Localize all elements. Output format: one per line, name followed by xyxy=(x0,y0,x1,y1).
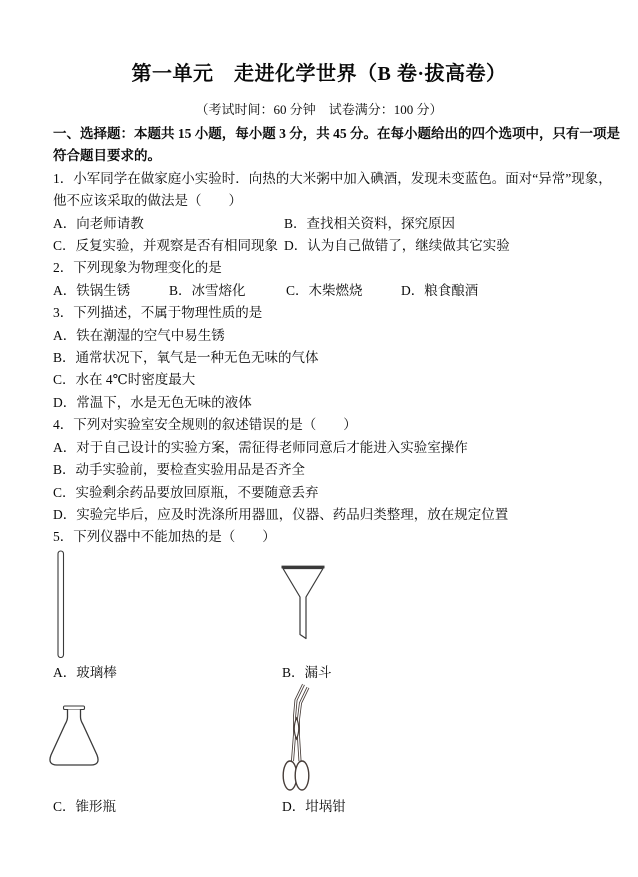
option-text: 实验完毕后，应及时洗涤所用器皿，仪器、药品归类整理，放在规定位置 xyxy=(76,506,509,522)
crucible-tongs-figure xyxy=(281,683,311,795)
option-label: A． xyxy=(53,439,77,455)
question-2-stem xyxy=(53,257,620,279)
option-label: A． xyxy=(53,664,77,680)
question-number: 2． xyxy=(53,260,74,276)
option-label: B． xyxy=(282,664,305,680)
option-label: D． xyxy=(284,238,308,254)
funnel-figure xyxy=(281,565,325,641)
option-c xyxy=(53,369,620,391)
option-label: A． xyxy=(53,215,77,231)
question-1-stem xyxy=(53,168,620,213)
question-text: 下列对实验室安全规则的叙述错误的是（ ） xyxy=(73,417,357,433)
option-label: C． xyxy=(53,238,76,254)
option-label: C． xyxy=(53,798,76,814)
option-label: C． xyxy=(53,484,76,500)
option-label: C． xyxy=(286,282,309,298)
option-label: B． xyxy=(284,215,307,231)
conical-flask-icon xyxy=(44,705,104,769)
option-b xyxy=(53,459,620,481)
option-b xyxy=(169,280,286,302)
option-b xyxy=(53,347,620,369)
question-5-figures xyxy=(53,549,620,821)
option-label: B． xyxy=(53,462,76,478)
section-heading: 一、选择题：本题共 15 小题，每小题 3 分，共 45 分。在每小题给出的四个选项中，只有一项是符合题目要求的。 xyxy=(53,126,620,164)
option-text: 铁锅生锈 xyxy=(76,282,131,298)
option-d xyxy=(282,796,346,818)
option-label: C． xyxy=(53,372,76,388)
option-c xyxy=(53,796,116,818)
question-3-stem xyxy=(53,302,620,324)
option-c xyxy=(53,235,284,257)
option-text: 认为自己做错了，继续做其它实验 xyxy=(307,238,510,254)
question-1-options xyxy=(53,213,620,258)
question-number: 5． xyxy=(53,529,74,545)
crucible-tongs-icon xyxy=(281,683,311,795)
option-label: B． xyxy=(53,350,76,366)
option-a xyxy=(53,325,620,347)
conical-flask-figure xyxy=(44,705,104,769)
option-label: D． xyxy=(282,798,306,814)
question-number: 3． xyxy=(53,305,74,321)
question-text: 小军同学在做家庭小实验时．向热的大米粥中加入碘酒，发现未变蓝色。面对“异常”现象，他不应该采取的做法是（ ） xyxy=(53,170,612,209)
question-4-stem xyxy=(53,414,620,436)
option-d xyxy=(53,504,620,526)
option-text: 冰雪熔化 xyxy=(191,282,246,298)
option-label: D． xyxy=(53,506,77,522)
option-d xyxy=(284,235,620,257)
option-text: 铁在潮湿的空气中易生锈 xyxy=(76,327,225,343)
option-a xyxy=(53,280,169,302)
option-label: B． xyxy=(169,282,192,298)
question-text: 下列描述，不属于物理性质的是 xyxy=(73,305,263,321)
question-number: 1． xyxy=(53,170,74,186)
question-text: 下列仪器中不能加热的是（ ） xyxy=(73,529,276,545)
option-text: 坩埚钳 xyxy=(305,798,346,814)
option-a xyxy=(53,662,117,684)
option-text: 玻璃棒 xyxy=(76,664,117,680)
option-a xyxy=(53,213,284,235)
option-text: 木柴燃烧 xyxy=(308,282,363,298)
option-b xyxy=(284,213,620,235)
option-text: 通常状况下，氧气是一种无色无味的气体 xyxy=(75,350,319,366)
question-5-stem xyxy=(53,526,620,548)
option-text: 向老师请教 xyxy=(76,215,144,231)
option-text: 对于自己设计的实验方案，需征得老师同意后才能进入实验室操作 xyxy=(76,439,468,455)
glass-rod-figure xyxy=(57,550,65,659)
glass-rod-icon xyxy=(57,550,65,659)
option-label: A． xyxy=(53,327,77,343)
question-number: 4． xyxy=(53,417,74,433)
option-c xyxy=(53,482,620,504)
option-c xyxy=(286,280,401,302)
question-text: 下列现象为物理变化的是 xyxy=(73,260,222,276)
option-label: A． xyxy=(53,282,77,298)
option-a xyxy=(53,437,620,459)
option-text: 水在 4℃时密度最大 xyxy=(75,372,196,388)
funnel-icon xyxy=(281,565,325,641)
option-text: 常温下，水是无色无味的液体 xyxy=(76,394,252,410)
option-text: 锥形瓶 xyxy=(75,798,117,814)
option-d xyxy=(401,280,620,302)
option-text: 动手实验前，要检查实验用品是否齐全 xyxy=(75,462,306,478)
option-label: D． xyxy=(401,282,425,298)
option-label: D． xyxy=(53,394,77,410)
option-text: 粮食酿酒 xyxy=(424,282,479,298)
option-b xyxy=(282,662,332,684)
question-2-options xyxy=(53,280,620,302)
exam-body xyxy=(53,123,620,821)
option-text: 漏斗 xyxy=(304,664,332,680)
option-text: 反复实验，并观察是否有相同现象 xyxy=(75,238,279,254)
exam-info: （考试时间：60 分钟 试卷满分：100 分） xyxy=(195,102,443,117)
option-d xyxy=(53,392,620,414)
option-text: 实验剩余药品要放回原瓶，不要随意丢弃 xyxy=(75,484,319,500)
option-text: 查找相关资料，探究原因 xyxy=(306,215,456,231)
page-title: 第一单元 走进化学世界（B 卷·拔高卷） xyxy=(131,63,507,85)
